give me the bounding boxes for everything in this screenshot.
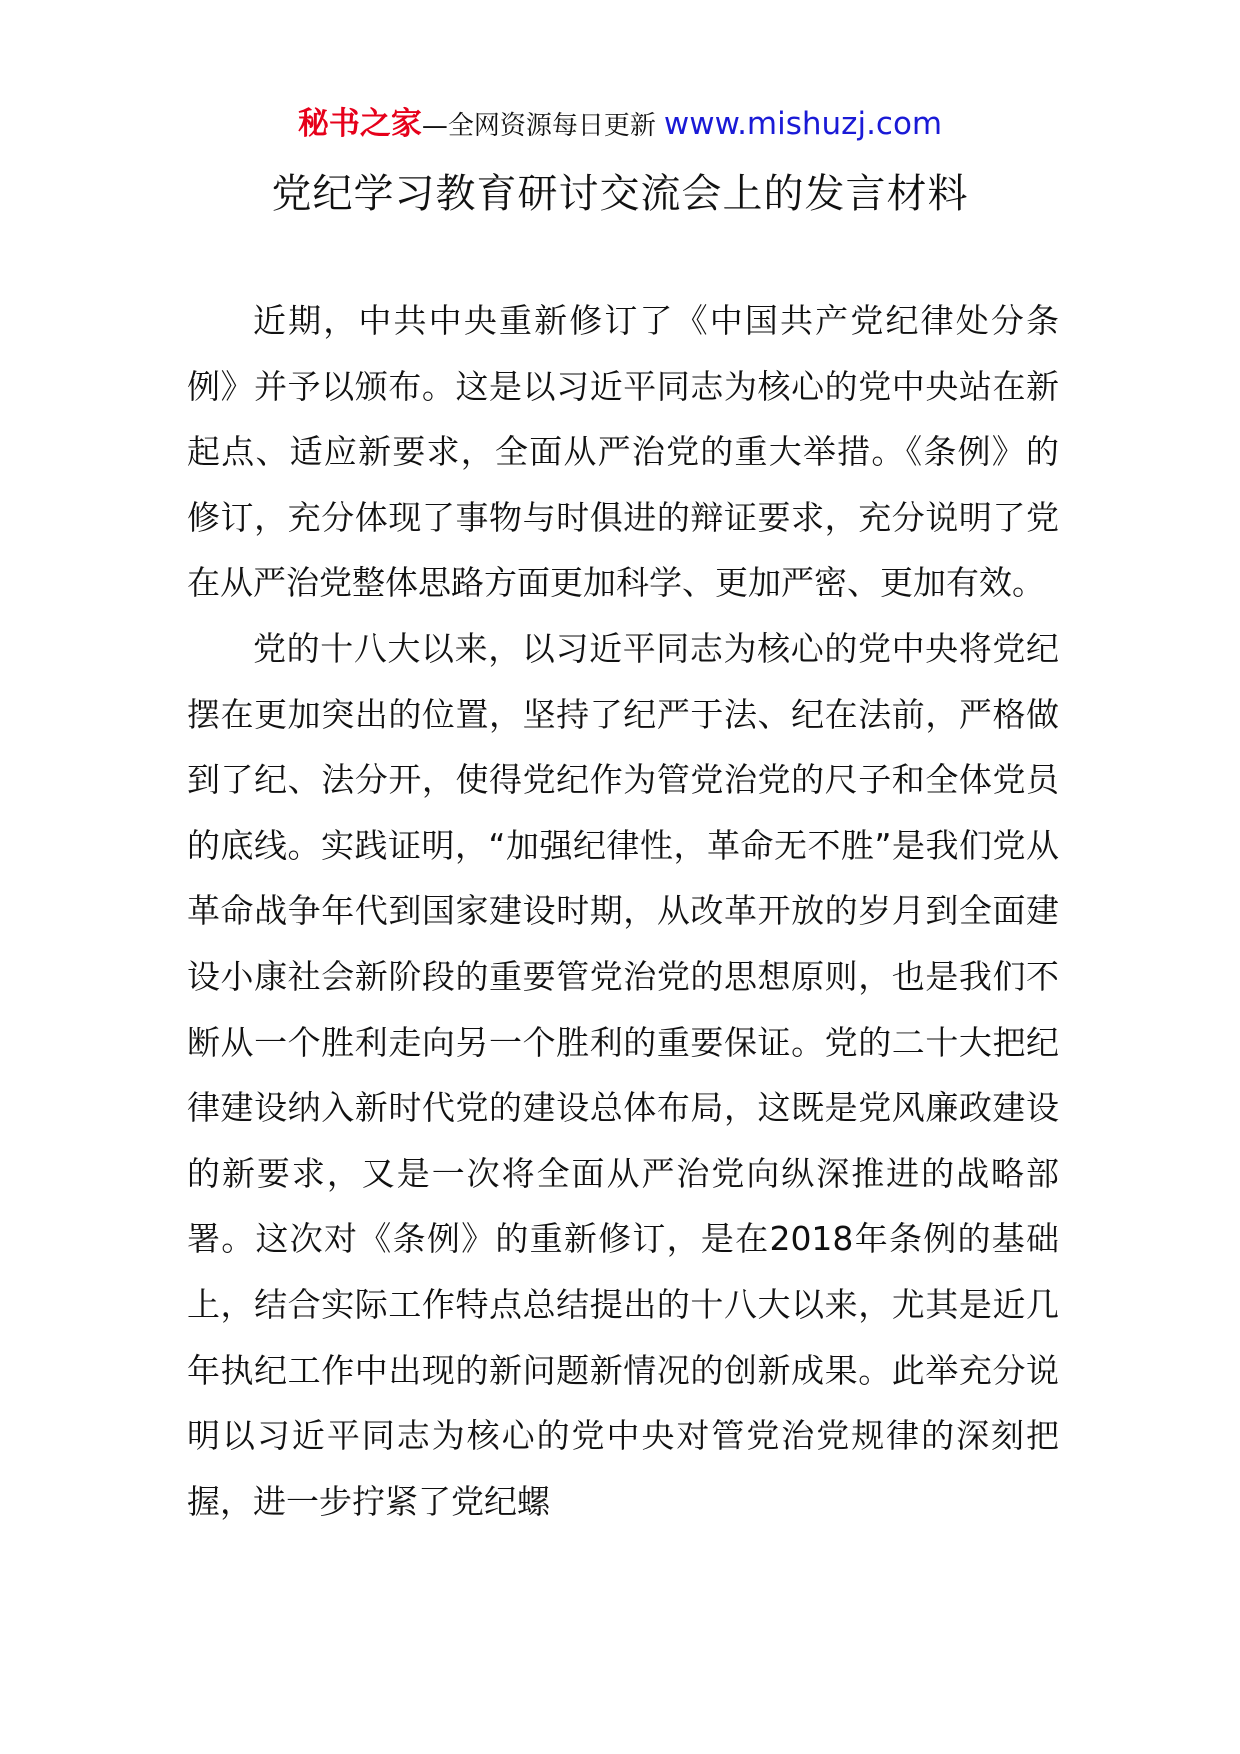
site-header [0,102,1240,148]
paragraph-1: 近期，中共中央重新修订了《中国共产党纪律处分条例》并予以颁布。这是以习近平同志为核心的党中央站在新起点、适应新要求，全面从严治党的重大举措。《条例》的修订，充分体现了事物与时俱进的辩证要求，充分说明了党在从严治党整体思路方面更加科学、更加严密、更加有效。 [187,301,1059,603]
site-url-link[interactable]: www.mishuzj.com [663,106,943,142]
paragraph-2: 党的十八大以来，以习近平同志为核心的党中央将党纪摆在更加突出的位置，坚持了纪严于法、纪在法前，严格做到了纪、法分开，使得党纪作为管党治党的尺子和全体党员的底线。实践证明，“加强纪律性，革命无不胜”是我们党从革命战争年代到国家建设时期，从改革开放的岁月到全面建设小康社会新阶段的重要管党治党的思想原则，也是我们不断从一个胜利走向另一个胜利的重要保证。党的二十大把纪律建设纳入新时代党的建设总体布局，这既是党风廉政建设的新要求，又是一次将全面从严治党向纵深推进的战略部署。这次对《条例》的重新修订，是在2018年条例的基础上，结合实际工作特点总结提出的十八大以来，尤其是近几年执纪工作中出现的新问题新情况的创新成果。此举充分说明以习近平同志为核心的党中央对管党治党规律的深刻把握，进一步拧紧了党纪螺 [187,628,1059,1521]
document-title: 党纪学习教育研讨交流会上的发言材料 [271,171,969,217]
brand-name: 秘书之家 [297,106,422,142]
site-tagline: —全网资源每日更新 [421,111,656,141]
document-body [187,288,1059,1534]
